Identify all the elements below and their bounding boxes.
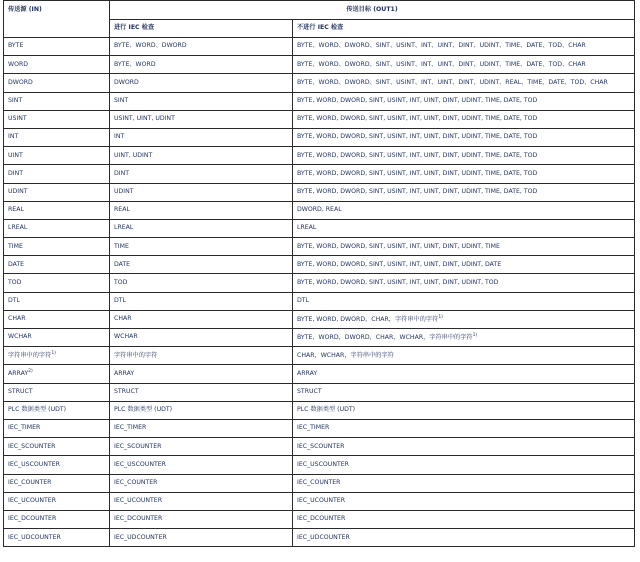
header-without-iec-check: 不进行 IEC 检查: [293, 20, 635, 38]
without-iec-cell: [293, 365, 635, 383]
with-iec-cell: [110, 329, 293, 347]
with-iec-cell: [110, 183, 293, 201]
with-iec-cell: [110, 92, 293, 110]
source-type-cell-text: IEC_UDCOUNTER: [8, 533, 61, 541]
without-iec-cell: [293, 456, 635, 474]
source-type-cell-text: BYTE: [8, 42, 24, 50]
table-row: [4, 110, 635, 128]
source-type-cell: [4, 492, 110, 510]
with-iec-cell-text: DTL: [114, 297, 126, 305]
source-type-cell: [4, 238, 110, 256]
source-type-cell-text: WORD: [8, 60, 29, 68]
without-iec-cell: [293, 38, 635, 56]
without-iec-cell-text: BYTE, WORD, DWORD, SINT, USINT, INT, UINT, DINT, UDINT, TIME, DATE, TOD: [297, 169, 538, 177]
with-iec-cell-text: WCHAR: [114, 333, 138, 341]
without-iec-cell: [293, 310, 635, 328]
source-type-cell-text: IEC_USCOUNTER: [8, 460, 60, 468]
source-type-cell-text: ARRAY: [8, 370, 29, 378]
header-source: 传送源 (IN): [4, 1, 110, 38]
table-row: [4, 438, 635, 456]
without-iec-cell: [293, 419, 635, 437]
without-iec-cell: [293, 292, 635, 310]
with-iec-cell-text: UDINT: [114, 187, 134, 195]
source-type-cell: [4, 401, 110, 419]
with-iec-cell-text: CHAR: [114, 315, 132, 323]
without-iec-cell-text: BYTE，WORD，DWORD，CHAR，WCHAR，字符串中的字符: [297, 333, 473, 341]
without-iec-cell: [293, 474, 635, 492]
without-iec-cell-text: IEC_UDCOUNTER: [297, 533, 350, 541]
source-type-cell-text: DATE: [8, 260, 25, 268]
source-type-cell-text: 字符串中的字符: [8, 352, 52, 360]
without-iec-cell: [293, 201, 635, 219]
with-iec-cell-text: UINT, UDINT: [114, 151, 153, 159]
table-row: [4, 529, 635, 547]
table-row: [4, 510, 635, 528]
with-iec-cell: [110, 256, 293, 274]
with-iec-cell: [110, 274, 293, 292]
table-row: [4, 74, 635, 92]
table-row: [4, 165, 635, 183]
source-type-cell-text: IEC_DCOUNTER: [8, 515, 57, 523]
with-iec-cell-text: IEC_SCOUNTER: [114, 442, 162, 450]
without-iec-cell: [293, 347, 635, 365]
source-type-cell: [4, 201, 110, 219]
without-iec-cell-text: IEC_USCOUNTER: [297, 460, 349, 468]
with-iec-cell: [110, 474, 293, 492]
without-iec-cell-text: PLC 数据类型 (UDT): [297, 406, 356, 414]
footnote-marker: 2): [28, 369, 33, 375]
with-iec-cell: [110, 419, 293, 437]
without-iec-cell-text: IEC_SCOUNTER: [297, 442, 345, 450]
without-iec-cell: [293, 56, 635, 74]
without-iec-cell: [293, 110, 635, 128]
source-type-cell-text: SINT: [8, 97, 23, 105]
without-iec-cell-text: DWORD, REAL: [297, 206, 342, 214]
with-iec-cell: [110, 201, 293, 219]
table-row: [4, 474, 635, 492]
with-iec-cell: [110, 492, 293, 510]
footnote-marker: 1): [472, 332, 478, 338]
source-type-cell-text: USINT: [8, 115, 27, 123]
source-type-cell-text: IEC_SCOUNTER: [8, 442, 56, 450]
without-iec-cell-text: BYTE、WORD、DWORD、SINT、USINT、INT、UINT、DINT、UDINT、TIME、DATE、TOD、CHAR: [297, 60, 586, 68]
source-type-cell-text: STRUCT: [8, 388, 33, 396]
with-iec-cell-text: IEC_UDCOUNTER: [114, 533, 167, 541]
table-row: [4, 238, 635, 256]
with-iec-cell-text: IEC_COUNTER: [114, 478, 158, 486]
source-type-cell-text: LREAL: [8, 224, 28, 232]
without-iec-cell: [293, 147, 635, 165]
table-row: [4, 347, 635, 365]
with-iec-cell-text: IEC_TIMER: [114, 424, 147, 432]
without-iec-cell-text: BYTE、WORD、DWORD、SINT、USINT、INT、UINT、DINT、UDINT、TIME、DATE、TOD、CHAR: [297, 42, 586, 50]
source-type-cell-text: PLC 数据类型 (UDT): [8, 406, 67, 414]
with-iec-cell: [110, 165, 293, 183]
source-type-cell-text: IEC_TIMER: [8, 424, 41, 432]
with-iec-cell: [110, 238, 293, 256]
table-row: [4, 401, 635, 419]
source-type-cell: [4, 329, 110, 347]
table-row: [4, 419, 635, 437]
data-type-conversion-table: [3, 0, 635, 547]
without-iec-cell: [293, 401, 635, 419]
table-row: [4, 365, 635, 383]
without-iec-cell-text: BYTE, WORD, DWORD, SINT, USINT, INT, UINT, DINT, UDINT, TIME, DATE, TOD: [297, 151, 538, 159]
without-iec-cell-text: IEC_DCOUNTER: [297, 515, 346, 523]
with-iec-cell: [110, 219, 293, 237]
with-iec-cell-text: IEC_DCOUNTER: [114, 515, 163, 523]
footnote-marker: 1): [438, 314, 443, 320]
with-iec-cell-text: IEC_USCOUNTER: [114, 460, 166, 468]
without-iec-cell: [293, 438, 635, 456]
source-type-cell-text: UDINT: [8, 187, 28, 195]
with-iec-cell-text: SINT: [114, 97, 129, 105]
without-iec-cell-text: BYTE、WORD、DWORD、SINT、USINT、INT、UINT、DINT、UDINT、REAL、TIME、DATE、TOD、CHAR: [297, 78, 608, 86]
source-type-cell: [4, 256, 110, 274]
with-iec-cell: [110, 383, 293, 401]
source-type-cell-text: REAL: [8, 206, 24, 214]
table-row: [4, 183, 635, 201]
without-iec-cell-text: DTL: [297, 297, 309, 305]
source-type-cell: [4, 92, 110, 110]
without-iec-cell-text: BYTE, WORD, DWORD, SINT, USINT, INT, UINT, DINT, UDINT, TIME: [297, 242, 500, 250]
source-type-cell: [4, 128, 110, 146]
with-iec-cell: [110, 310, 293, 328]
table-row: [4, 274, 635, 292]
without-iec-cell-text: STRUCT: [297, 388, 322, 396]
source-type-cell: [4, 56, 110, 74]
with-iec-cell: [110, 529, 293, 547]
with-iec-cell-text: LREAL: [114, 224, 134, 232]
without-iec-cell-text: BYTE, WORD, DWORD, SINT, USINT, INT, UINT, DINT, UDINT, TIME, DATE, TOD: [297, 133, 538, 141]
table-row: [4, 256, 635, 274]
source-type-cell: [4, 365, 110, 383]
table-row: [4, 201, 635, 219]
table-row: [4, 456, 635, 474]
source-type-cell: [4, 38, 110, 56]
with-iec-cell-text: TOD: [114, 278, 128, 286]
without-iec-cell-text: CHAR，WCHAR，字符串中的字符: [297, 351, 394, 359]
with-iec-cell: [110, 56, 293, 74]
source-type-cell: [4, 274, 110, 292]
without-iec-cell: [293, 219, 635, 237]
without-iec-cell: [293, 329, 635, 347]
without-iec-cell-text: IEC_UCOUNTER: [297, 497, 346, 505]
table-row: [4, 92, 635, 110]
with-iec-cell-text: USINT, UINT, UDINT: [114, 115, 175, 123]
table-row: [4, 38, 635, 56]
with-iec-cell: [110, 38, 293, 56]
without-iec-cell: [293, 256, 635, 274]
table-row: [4, 219, 635, 237]
header-with-iec-check: 进行 IEC 检查: [110, 20, 293, 38]
with-iec-cell: [110, 510, 293, 528]
source-type-cell: [4, 383, 110, 401]
without-iec-cell-text: BYTE, WORD, DWORD, SINT, USINT, INT, UINT, DINT, UDINT, TOD: [297, 278, 499, 286]
with-iec-cell-text: DINT: [114, 169, 129, 177]
with-iec-cell-text: REAL: [114, 206, 130, 214]
without-iec-cell: [293, 92, 635, 110]
table-row: [4, 492, 635, 510]
source-type-cell: [4, 165, 110, 183]
without-iec-cell-text: BYTE, WORD, DWORD, SINT, USINT, INT, UINT, DINT, UDINT, DATE: [297, 260, 502, 268]
source-type-cell-text: TOD: [8, 278, 22, 286]
without-iec-cell: [293, 510, 635, 528]
with-iec-cell-text: IEC_UCOUNTER: [114, 497, 163, 505]
without-iec-cell-text: BYTE, WORD, DWORD, SINT, USINT, INT, UINT, DINT, UDINT, TIME, DATE, TOD: [297, 97, 538, 105]
with-iec-cell-text: STRUCT: [114, 388, 139, 396]
without-iec-cell: [293, 183, 635, 201]
with-iec-cell-text: 字符串中的字符: [114, 351, 158, 359]
table-body: [4, 38, 635, 547]
source-type-cell: [4, 219, 110, 237]
source-type-cell: [4, 456, 110, 474]
source-type-cell-text: UINT: [8, 151, 23, 159]
with-iec-cell: [110, 438, 293, 456]
header-target: 传送目标 (OUT1): [110, 1, 635, 20]
footnote-marker: 1): [51, 351, 56, 357]
with-iec-cell: [110, 401, 293, 419]
without-iec-cell: [293, 238, 635, 256]
with-iec-cell-text: DATE: [114, 260, 131, 268]
source-type-cell-text: DTL: [8, 297, 20, 305]
source-type-cell: [4, 292, 110, 310]
without-iec-cell: [293, 128, 635, 146]
with-iec-cell: [110, 292, 293, 310]
without-iec-cell-text: ARRAY: [297, 369, 318, 377]
source-type-cell: [4, 474, 110, 492]
with-iec-cell-text: DWORD: [114, 78, 139, 86]
with-iec-cell-text: ARRAY: [114, 369, 135, 377]
without-iec-cell-text: BYTE, WORD, DWORD, SINT, USINT, INT, UINT, DINT, UDINT, TIME, DATE, TOD: [297, 187, 538, 195]
with-iec-cell-text: PLC 数据类型 (UDT): [114, 406, 173, 414]
source-type-cell-text: IEC_COUNTER: [8, 478, 52, 486]
source-type-cell: [4, 310, 110, 328]
source-type-cell-text: INT: [8, 133, 19, 141]
with-iec-cell: [110, 128, 293, 146]
table-row: [4, 329, 635, 347]
without-iec-cell: [293, 383, 635, 401]
without-iec-cell-text: LREAL: [297, 224, 317, 232]
without-iec-cell-text: BYTE, WORD, DWORD，CHAR，字符串中的字符: [297, 315, 439, 323]
source-type-cell: [4, 438, 110, 456]
source-type-cell-text: IEC_UCOUNTER: [8, 497, 57, 505]
with-iec-cell-text: INT: [114, 133, 125, 141]
without-iec-cell-text: BYTE, WORD, DWORD, SINT, USINT, INT, UINT, DINT, UDINT, TIME, DATE, TOD: [297, 115, 538, 123]
source-type-cell-text: TIME: [8, 242, 23, 250]
source-type-cell: [4, 74, 110, 92]
with-iec-cell: [110, 347, 293, 365]
source-type-cell: [4, 183, 110, 201]
without-iec-cell: [293, 492, 635, 510]
without-iec-cell-text: IEC_COUNTER: [297, 478, 341, 486]
source-type-cell: [4, 419, 110, 437]
without-iec-cell-text: IEC_TIMER: [297, 424, 330, 432]
with-iec-cell-text: TIME: [114, 242, 129, 250]
with-iec-cell: [110, 365, 293, 383]
with-iec-cell-text: BYTE、WORD、DWORD: [114, 42, 187, 50]
with-iec-cell-text: BYTE、WORD: [114, 60, 156, 68]
source-type-cell: [4, 510, 110, 528]
table-row: [4, 56, 635, 74]
source-type-cell-text: CHAR: [8, 315, 26, 323]
source-type-cell-text: DWORD: [8, 78, 33, 86]
source-type-cell: [4, 147, 110, 165]
source-type-cell: [4, 347, 110, 365]
source-type-cell: [4, 110, 110, 128]
header-row-1: [4, 1, 635, 20]
without-iec-cell: [293, 165, 635, 183]
with-iec-cell: [110, 110, 293, 128]
source-type-cell: [4, 529, 110, 547]
with-iec-cell: [110, 147, 293, 165]
source-type-cell-text: WCHAR: [8, 333, 32, 341]
with-iec-cell: [110, 456, 293, 474]
table-row: [4, 383, 635, 401]
table-row: [4, 128, 635, 146]
without-iec-cell: [293, 529, 635, 547]
without-iec-cell: [293, 74, 635, 92]
table-row: [4, 292, 635, 310]
without-iec-cell: [293, 274, 635, 292]
table-row: [4, 147, 635, 165]
table-row: [4, 310, 635, 328]
with-iec-cell: [110, 74, 293, 92]
source-type-cell-text: DINT: [8, 169, 23, 177]
